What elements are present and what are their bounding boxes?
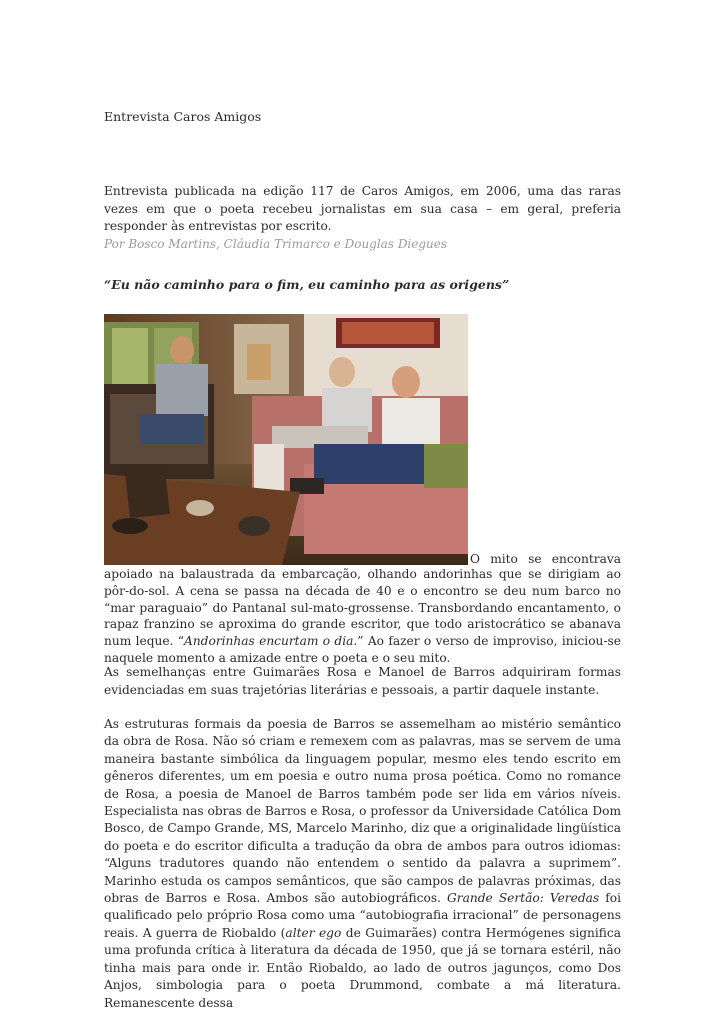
paragraph-2: As semelhanças entre Guimarães Rosa e Manoel de Barros adquiriram formas evidenciadas em suas trajetórias literárias e pessoais, a partir daquele instante. [104,665,621,697]
headline-quote: “Eu não caminho para o fim, eu caminho para as origens” [104,277,510,292]
byline: Por Bosco Martins, Cláudia Trimarco e Douglas Diegues [104,237,448,251]
paragraph-3-alter-ego: alter ego [285,925,342,940]
paragraph-3-text-a: As estruturas formais da poesia de Barros se assemelham ao mistério semântico da obra de Rosa. Não só criam e remexem com as palavras, mas se servem de uma maneira bastante simbólica da linguagem popular, mesmo eles tendo escrito em gêneros diferentes, um em poesia e outro numa prosa poética. Como no romance de Rosa, a poesia de Manoel de Barros também pode ser lida em vários níveis. Especialista nas obras de Barros e Rosa, o professor da Universidade Católica Dom Bosco, de Campo Grande, MS, Marcelo Marinho, diz que a originalidade lingüística do poeta e do escritor dificulta a tradução da obra de ambos para outros idiomas: “Alguns tradutores quando não entendem o sentido da palavra a suprimem”. Marinho estuda os campos semânticos, que são campos de palavras próximas, das obras de Barros e Rosa. Ambos são autobiográficos. [104,717,621,906]
paragraph-1-text-b: ” Ao fazer o verso de improviso, iniciou-se naquele momento a amizade entre o poeta e o seu mito. [104,634,621,665]
paragraph-3 [104,716,621,1012]
paragraph-3-book-title: Grande Sertão: Veredas [447,891,600,906]
document-title: Entrevista Caros Amigos [104,109,262,124]
interview-photo [104,314,468,565]
intro-paragraph: Entrevista publicada na edição 117 de Caros Amigos, em 2006, uma das raras vezes em que o poeta recebeu jornalistas em sua casa – em geral, preferia responder às entrevistas por escrito. [104,184,621,233]
paragraph-3-text-b: foi qualificado pelo próprio Rosa como uma “autobiografia irracional” de personagens reais. A guerra de Riobaldo ( [104,891,621,940]
photo-image [104,314,468,565]
paragraph-3-text-c: de Guimarães) contra Hermógenes significa uma profunda crítica à literatura da década de 1950, que já se tornara estéril, não tinha mais para onde ir. Então Riobaldo, ao lado de outros jagunços, como Dos Anjos, simbologia para o poeta Drummond, combate a má literatura. Remanescente dessa [104,925,621,1010]
paragraph-1-quote: Andorinhas encurtam o dia. [184,634,358,649]
paragraph-1-text-a: apoiado na balaustrada da embarcação, olhando andorinhas que se dirigiam ao pôr-do-sol. A cena se passa na década de 40 e o encontro se deu num barco no “mar paraguaio” do Pantanal sul-mato-grossense. Transbordando encantamento, o rapaz franzino se aproxima do grande escritor, que todo aristocrático se abanava num leque. “ [104,567,621,649]
paragraph-1 [104,566,621,667]
paragraph-1-first-line: O mito se encontrava [470,552,621,566]
